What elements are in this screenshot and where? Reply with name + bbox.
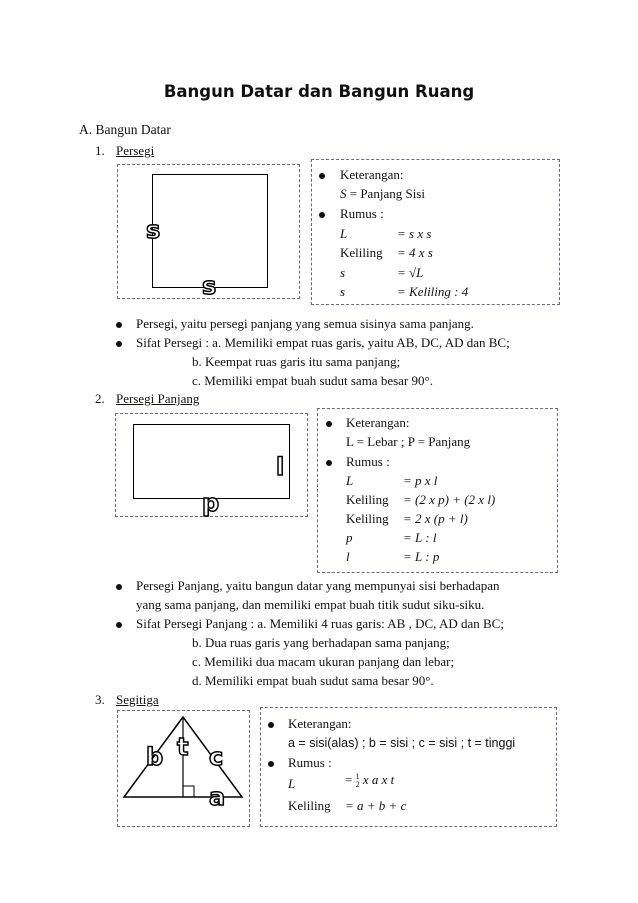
segitiga-keliling-lhs: Keliling [288,798,331,813]
bullet-icon [116,341,122,347]
segitiga-keliling-rhs: = a + b + c [345,798,407,813]
bullet-icon [319,212,325,218]
segitiga-keterangan-text: a = sisi(alas) ; b = sisi ; c = sisi ; t = tinggi [288,736,516,750]
pp-sifat-line: b. Dua ruas garis yang berhadapan sama panjang; [192,635,450,650]
persegi-sifat-line: b. Keempat ruas garis itu sama panjang; [192,354,401,369]
pp-rumus-lhs: Keliling [346,492,389,507]
pp-sifat-line: d. Memiliki empat buah sudut sama besar 90°. [192,673,434,688]
pp-rumus-rhs: = L : p [403,549,440,564]
persegi-panjang-heading-number: 2. [95,391,105,406]
segitiga-rumus-rhs: = 1 2 x a x t [345,772,395,790]
persegi-bullet-definition: Persegi, yaitu persegi panjang yang semua sisinya sama panjang. [136,316,474,331]
pp-rumus-rhs: = p x l [403,473,438,488]
pp-keterangan-label: Keterangan: [346,415,410,430]
triangle-label-b: b [146,743,164,771]
section-heading: A. Bangun Datar [79,122,171,137]
pp-rumus-lhs: L [346,473,354,488]
square-side-label-left: s [146,216,161,244]
pp-rumus-label: Rumus : [346,454,390,469]
persegi-panjang-heading: Persegi Panjang [116,391,200,406]
persegi-rumus-label: Rumus : [340,206,384,221]
pp-sifat-line: c. Memiliki dua macam ukuran panjang dan lebar; [192,654,455,669]
rectangle-label-p: p [202,489,220,517]
persegi-rumus-lhs: s [340,284,346,299]
pp-rumus-lhs: p [346,530,353,545]
persegi-heading-number: 1. [95,143,105,158]
pp-bullet-definition: Persegi Panjang, yaitu bangun datar yang mempunyai sisi berhadapan [136,578,500,593]
triangle-label-t: t [177,733,189,761]
persegi-keterangan-text: S = Panjang Sisi [340,186,425,201]
pp-rumus-rhs: = 2 x (p + l) [403,511,468,526]
triangle-shape [117,710,250,827]
segitiga-heading: Segitiga [116,692,159,707]
bullet-icon [326,421,332,427]
triangle-label-c: c [209,743,224,771]
pp-rumus-rhs: = L : l [403,530,437,545]
segitiga-rumus-label: Rumus : [288,755,332,770]
persegi-keterangan-label: Keterangan: [340,167,404,182]
segitiga-rumus-lhs: L [288,776,296,791]
pp-bullet-definition-cont: yang sama panjang, dan memiliki empat buah titik sudut siku-siku. [136,597,485,612]
persegi-rumus-rhs: = √L [397,265,424,280]
bullet-icon [326,460,332,466]
square-shape [152,174,268,288]
pp-rumus-rhs: = (2 x p) + (2 x l) [403,492,496,507]
pp-rumus-lhs: Keliling [346,511,389,526]
segitiga-heading-number: 3. [95,692,105,707]
pp-rumus-lhs: l [346,549,350,564]
bullet-icon [319,173,325,179]
bullet-icon [116,322,122,328]
persegi-rumus-rhs: = Keliling : 4 [397,284,469,299]
fraction-half: 1 2 [355,772,360,790]
persegi-rumus-rhs: = s x s [397,226,432,241]
bullet-icon [268,761,274,767]
persegi-rumus-lhs: s [340,265,346,280]
segitiga-keterangan-label: Keterangan: [288,716,352,731]
pp-keterangan-text: L = Lebar ; P = Panjang [346,434,471,449]
rectangle-shape [133,424,290,499]
persegi-rumus-lhs: Keliling [340,245,383,260]
bullet-icon [116,622,122,628]
persegi-rumus-lhs: L [340,226,348,241]
square-side-label-bottom: s [202,272,217,300]
pp-bullet-sifat: Sifat Persegi Panjang : a. Memiliki 4 ruas garis: AB , DC, AD dan BC; [136,616,504,631]
bullet-icon [268,722,274,728]
triangle-label-a: a [209,783,226,811]
bullet-icon [116,584,122,590]
page-title: Bangun Datar dan Bangun Ruang [163,82,475,101]
persegi-bullet-sifat: Sifat Persegi : a. Memiliki empat ruas garis, yaitu AB, DC, AD dan BC; [136,335,510,350]
persegi-sifat-line: c. Memiliki empat buah sudut sama besar 90°. [192,373,433,388]
persegi-heading: Persegi [116,143,155,158]
persegi-rumus-rhs: = 4 x s [397,245,433,260]
rectangle-label-l: l [276,453,285,481]
